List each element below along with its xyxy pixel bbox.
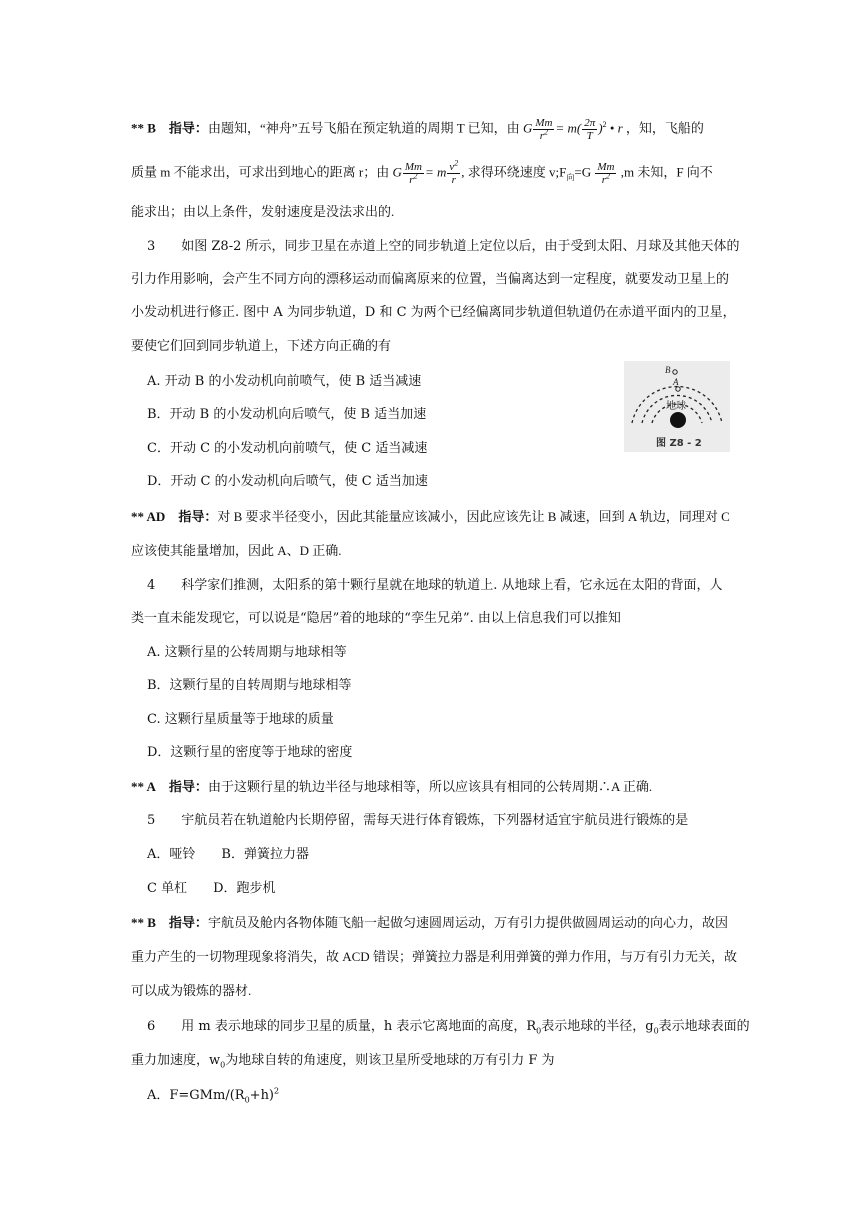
q5-answer-line-2: 重力产生的一切物理现象将消失，故 ACD 错误；弹簧拉力器是利用弹簧的弹力作用，与万有引力无关，故 [131, 949, 737, 964]
text: +h) [249, 1088, 275, 1103]
formula-fraction-2: $\frac{v^2}{r}$ [449, 158, 459, 186]
q5-options-ab: A．哑铃 B．弹簧拉力器 [147, 847, 309, 862]
q4-stem-2: 类一直未能发现它，可以说是“隐居”着的地球的“孪生兄弟”. 由以上信息我们可以推知 [131, 611, 621, 626]
text: 为地球自转的角速度，则该卫星所受地球的万有引力 F 为 [225, 1053, 555, 1068]
formula-fraction-3: $\frac{Mm}{r^2}$ [597, 161, 615, 186]
answer-mark: ** AD [131, 509, 166, 524]
q3-stem-4: 要使它们回到同步轨道上，下述方向正确的有 [131, 339, 392, 354]
q4-answer-line-1 [131, 778, 652, 796]
q5-options-cd: C 单杠 D．跑步机 [147, 881, 276, 896]
q4-option-a: A. 这颗行星的公转周期与地球相等 [147, 645, 347, 660]
q4-stem-1: 4 科学家们推测，太阳系的第十颗行星就在地球的轨道上. 从地球上看，它永远在太阳的背面，人 [147, 578, 723, 593]
guide-label: 指导： [178, 509, 218, 524]
q3-option-a: A. 开动 B 的小发动机向前喷气，使 B 适当减速 [147, 374, 422, 389]
answer-mark: ** A [131, 779, 156, 794]
formula-fraction-2: $\frac{2\pi}{T}$ [584, 117, 596, 142]
q3-stem-3: 小发动机进行修正. 图中 A 为同步轨道，D 和 C 为两个已经偏离同步轨道但轨道仍在赤道平面内的卫星， [131, 305, 736, 320]
text: ，知，飞船的 [625, 120, 704, 136]
q2-answer-line-1: ** B 指导：由题知，“神舟”五号飞船在预定轨道的周期 T 已知，由 G $\frac{Mm}{r^2}$ = m( $\frac{2\pi}{T}$ )$^2$ • r ，知，飞船的 [131, 117, 704, 142]
text: ,m 未知，F 向不 [620, 164, 713, 180]
q3-stem-2: 引力作用影响，会产生不同方向的漂移运动而偏离原来的位置，当偏离达到一定程度，就要发动卫星上的 [131, 272, 730, 287]
formula-fraction: $\frac{Mm}{r^2}$ [535, 117, 553, 142]
subscript: 0 [244, 1095, 250, 1105]
guide-label: 指导： [168, 120, 208, 136]
guide-label: 指导： [168, 915, 208, 930]
text: A．F=GMm/(R [147, 1088, 245, 1103]
q3-answer-line-1 [131, 508, 730, 526]
formula-eq: = m( [555, 120, 582, 136]
formula-g: G [522, 120, 533, 136]
orbit-diagram [624, 361, 730, 452]
q2-answer-line-3: 能求出；由以上条件，发射速度是没法求出的. [131, 204, 395, 219]
answer-mark: ** B [131, 120, 156, 136]
q3-option-b: B．开动 B 的小发动机向后喷气，使 B 适当加速 [147, 407, 427, 422]
q4-option-d: D．这颗行星的密度等于地球的密度 [147, 745, 353, 760]
figure-caption: 图 Z8 - 2 [656, 438, 702, 449]
q5-stem-1: 5 宇航员若在轨道舱内长期停留，需每天进行体育锻炼，下列器材适宜宇航员进行锻炼的是 [147, 813, 689, 828]
text: =G [574, 164, 592, 180]
text: 重力加速度，w [131, 1053, 221, 1068]
orbit-figure [624, 361, 730, 452]
text: 质量 m 不能求出，可求出到地心的距离 r；由 [131, 164, 390, 180]
q2-answer-line-2 [131, 158, 713, 186]
text: 表示地球表面的 [658, 1019, 750, 1034]
formula-fraction: $\frac{Mm}{r^2}$ [404, 161, 422, 186]
text: , 求得环绕速度 v;F [461, 164, 567, 180]
formula-g: G [392, 164, 402, 180]
text: 宇航员及舱内各物体随飞船一起做匀速圆周运动，万有引力提供做圆周运动的向心力，故因 [207, 915, 728, 930]
text: 对 B 要求半径变小，因此其能量应该减小，因此应该先让 B 减速，回到 A 轨边，同理对 C [217, 509, 730, 524]
text: 表示地球的半径，g [541, 1019, 654, 1034]
figure-earth-label: 地球 [666, 401, 686, 412]
formula-tail: ) [598, 120, 603, 136]
text: 由题知，“神舟”五号飞船在预定轨道的周期 T 已知，由 [207, 120, 520, 136]
q5-answer-line-3: 可以成为锻炼的器材. [131, 983, 252, 998]
text: 6 用 m 表示地球的同步卫星的质量，h 表示它离地面的高度，R [147, 1019, 537, 1034]
figure-label-b: B [665, 365, 671, 375]
subscript: 向 [566, 173, 575, 183]
formula-r: • r [609, 120, 623, 136]
subscript: 0 [653, 1026, 659, 1036]
subscript: 0 [536, 1026, 542, 1036]
q5-answer-line-1 [131, 914, 728, 932]
q6-option-a [147, 1087, 279, 1105]
answer-mark: ** B [131, 915, 156, 930]
q3-option-c: C．开动 C 的小发动机向前喷气，使 C 适当减速 [147, 441, 428, 456]
subscript: 0 [220, 1060, 226, 1070]
q3-option-d: D．开动 C 的小发动机向后喷气，使 C 适当加速 [147, 474, 428, 489]
guide-label: 指导： [168, 779, 208, 794]
q4-option-b: B．这颗行星的自转周期与地球相等 [147, 678, 352, 693]
figure-label-a: A [673, 377, 679, 387]
formula-eq: = m [424, 164, 447, 180]
q3-answer-line-2: 应该使其能量增加，因此 A、D 正确. [131, 543, 342, 558]
q6-stem-1 [147, 1018, 750, 1036]
superscript: 2 [274, 1086, 280, 1096]
q6-stem-2 [131, 1052, 555, 1070]
q4-option-c: C. 这颗行星质量等于地球的质量 [147, 712, 334, 727]
text: 由于这颗行星的轨边半径与地球相等，所以应该具有相同的公转周期∴A 正确. [207, 779, 653, 794]
q3-stem-1: 3 如图 Z8-2 所示，同步卫星在赤道上空的同步轨道上定位以后，由于受到太阳、月球及其他天体的 [147, 239, 740, 254]
